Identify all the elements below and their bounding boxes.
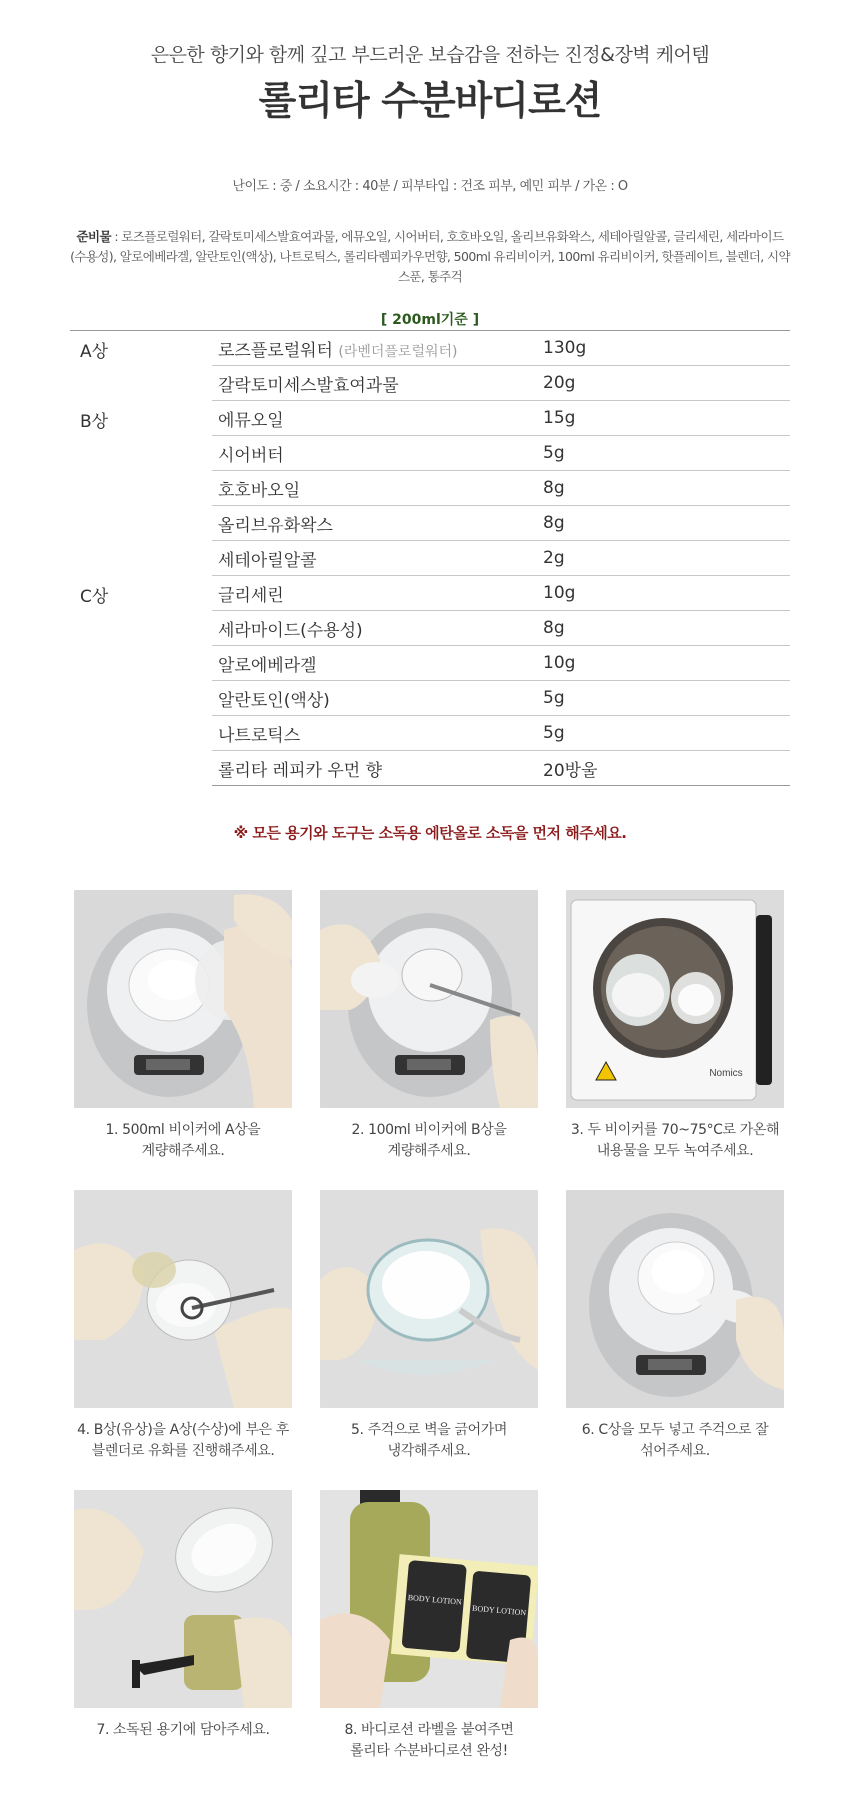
ingredient-amount: 10g <box>543 646 790 681</box>
step-caption: 6. C상을 모두 넣고 주걱으로 잘 섞어주세요. <box>581 1422 769 1459</box>
step-caption: 8. 바디로션 라벨을 붙여주면 롤리타 수분바디로션 완성! <box>344 1722 514 1759</box>
ingredient-name: 에뮤오일 <box>212 401 543 436</box>
ingredient-amount: 2g <box>543 541 790 576</box>
label-text-left: BODY LOTION <box>407 1592 463 1607</box>
step-photo <box>320 1190 538 1408</box>
ingredient-amount: 20방울 <box>543 751 790 786</box>
step-caption: 5. 주걱으로 벽을 긁어가며 냉각해주세요. <box>351 1422 507 1459</box>
step-8 <box>320 1490 538 1762</box>
step-2 <box>320 890 538 1162</box>
ingredient-name: 시어버터 <box>212 436 543 471</box>
ingredient-name: 나트로틱스 <box>212 716 543 751</box>
step-caption: 7. 소독된 용기에 담아주세요. <box>96 1722 270 1738</box>
ingredient-amount: 8g <box>543 471 790 506</box>
ingredient-amount: 10g <box>543 576 790 611</box>
materials <box>70 227 790 287</box>
ingredient-amount: 5g <box>543 681 790 716</box>
hotplate-brand: Nomics <box>709 1068 743 1079</box>
phase-label: B상 <box>80 411 109 432</box>
step-3 <box>566 890 784 1162</box>
label-text-right: BODY LOTION <box>471 1603 527 1618</box>
step-1 <box>74 890 292 1162</box>
sanitize-warning: ※ 모든 용기와 도구는 소독용 에탄올로 소독을 먼저 해주세요. <box>233 824 627 842</box>
phase-label: C상 <box>80 586 109 607</box>
ingredient-note: (라벤더플로럴워터) <box>338 343 458 360</box>
ingredient-amount: 5g <box>543 716 790 751</box>
recipe-basis: [ 200ml기준 ] <box>380 312 480 328</box>
phase-label: A상 <box>70 331 212 401</box>
materials-label: 준비물 <box>76 229 111 244</box>
recipe-table <box>70 330 790 786</box>
step-6 <box>566 1190 784 1462</box>
recipe-meta: 난이도 : 중 / 소요시간 : 40분 / 피부타입 : 건조 피부, 예민 피부 / 가온 : O <box>232 179 628 194</box>
ingredient-name: 알로에베라겔 <box>212 646 543 681</box>
ingredient-name: 올리브유화왁스 <box>212 506 543 541</box>
step-caption: 3. 두 비이커를 70~75°C로 가온해 내용물을 모두 녹여주세요. <box>570 1122 780 1159</box>
step-photo <box>320 1490 538 1708</box>
step-7 <box>74 1490 292 1741</box>
table-row <box>70 401 790 436</box>
table-row <box>70 331 790 366</box>
subtitle: 은은한 향기와 함께 깊고 부드러운 보습감을 전하는 진정&장벽 케어템 <box>150 44 710 66</box>
step-photo <box>74 1490 292 1708</box>
table-row <box>70 576 790 611</box>
ingredient-name: 로즈플로럴워터 (라벤더플로럴워터) <box>212 331 543 366</box>
step-5 <box>320 1190 538 1462</box>
ingredient-name: 세테아릴알콜 <box>212 541 543 576</box>
step-4 <box>74 1190 292 1462</box>
ingredient-name: 롤리타 레피카 우먼 향 <box>212 751 543 786</box>
ingredient-name: 세라마이드(수용성) <box>212 611 543 646</box>
ingredient-name: 갈락토미세스발효여과물 <box>212 366 543 401</box>
step-caption: 2. 100ml 비이커에 B상을 계량해주세요. <box>351 1122 507 1159</box>
ingredient-amount: 8g <box>543 506 790 541</box>
step-photo <box>566 1190 784 1408</box>
page-title: 롤리타 수분바디로션 <box>258 79 602 124</box>
step-photo <box>320 890 538 1108</box>
step-caption: 4. B상(유상)을 A상(수상)에 부은 후 블렌더로 유화를 진행해주세요. <box>77 1422 289 1459</box>
ingredient-amount: 15g <box>543 401 790 436</box>
ingredient-amount: 20g <box>543 366 790 401</box>
step-caption: 1. 500ml 비이커에 A상을 계량해주세요. <box>105 1122 261 1159</box>
ingredient-amount: 8g <box>543 611 790 646</box>
ingredient-amount: 130g <box>543 331 790 366</box>
ingredient-amount: 5g <box>543 436 790 471</box>
materials-text: : 로즈플로럴워터, 갈락토미세스발효여과물, 에뮤오일, 시어버터, 호호바오일, 올리브유화왁스, 세테아릴알콜, 글리세린, 세라마이드(수용성), 알로에베라겔, 알란토인(액상), 나트로틱스, 롤리타렘피카우먼향, 500ml 유리비이커, 100ml 유리비이커, 핫플레이트, 블렌더, 시약스푼, 통주걱 <box>70 229 790 284</box>
ingredient-name: 호호바오일 <box>212 471 543 506</box>
ingredient-name: 알란토인(액상) <box>212 681 543 716</box>
step-photo <box>566 890 784 1108</box>
step-photo <box>74 1190 292 1408</box>
step-photo <box>74 890 292 1108</box>
ingredient-name: 글리세린 <box>212 576 543 611</box>
